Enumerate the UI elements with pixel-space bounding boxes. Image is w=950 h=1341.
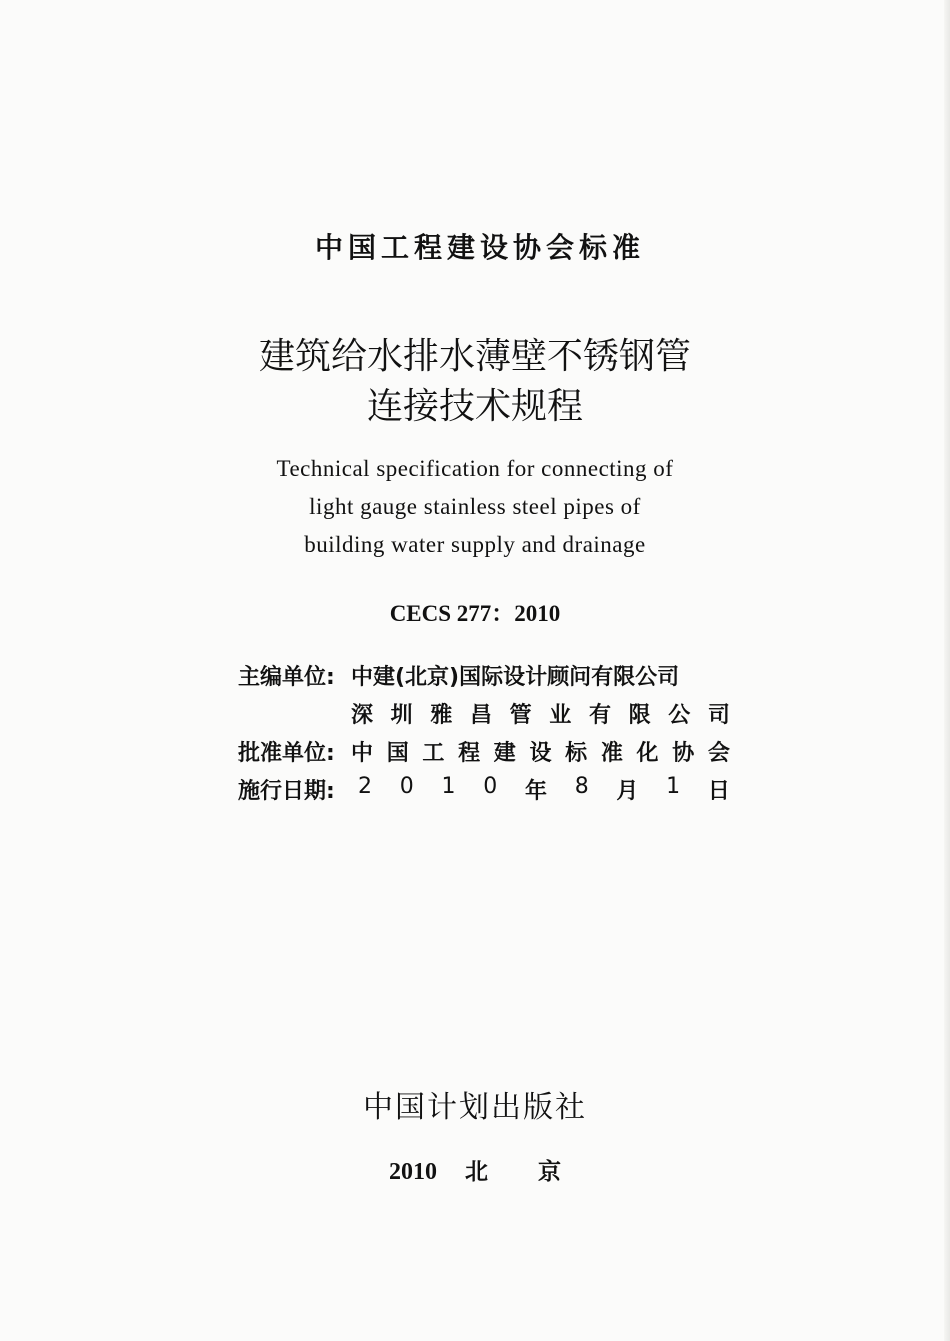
chinese-title-line-2: 连接技术规程	[366, 386, 583, 427]
approver-row	[238, 736, 730, 766]
editor-org-2-char: 业	[549, 703, 572, 728]
editor-row-1	[238, 660, 730, 690]
editor-org-2-char: 昌	[469, 703, 492, 728]
approver-char: 设	[529, 741, 552, 766]
effective-date-char: 8	[574, 774, 589, 799]
approver-char: 程	[458, 741, 481, 766]
effective-date	[358, 774, 730, 805]
editor-label: 主编单位:	[238, 665, 335, 690]
approver-char: 准	[600, 741, 623, 766]
approver-label: 批准单位:	[238, 741, 335, 766]
editor-org-2-char: 司	[707, 703, 730, 728]
effective-date-char: 1	[666, 774, 681, 799]
approver-char: 工	[422, 741, 445, 766]
english-title-line-1: Technical specification for connecting of	[276, 456, 674, 481]
association-standard-heading: 中国工程建设协会标准	[314, 231, 645, 264]
effective-date-row	[238, 774, 730, 804]
chinese-title-line-1: 建筑给水排水薄壁不锈钢管	[258, 336, 691, 377]
effective-date-char: 月	[616, 779, 639, 804]
editor-org-2-char: 雅	[430, 703, 453, 728]
publication-year: 2010	[389, 1159, 437, 1185]
editor-org-2-char: 公	[668, 703, 691, 728]
editor-org-1: 中建(北京)国际设计顾问有限公司	[351, 665, 680, 690]
english-title-line-3: building water supply and drainage	[304, 532, 646, 557]
publication-city	[465, 1159, 561, 1185]
effective-date-char: 0	[399, 774, 414, 799]
editor-row-2	[238, 698, 730, 728]
approver-char: 会	[707, 741, 730, 766]
editor-org-2	[351, 698, 730, 729]
effective-date-char: 日	[707, 779, 730, 804]
publication-place	[0, 1153, 950, 1186]
editor-org-2-char: 限	[628, 703, 651, 728]
editor-org-2-char: 管	[509, 703, 532, 728]
approver-org	[351, 736, 730, 767]
effective-date-char: 2	[358, 774, 372, 799]
effective-date-char: 年	[524, 779, 547, 804]
approver-char: 建	[493, 741, 516, 766]
effective-date-label: 施行日期:	[238, 779, 335, 804]
publication-city-char: 北	[465, 1159, 488, 1185]
editor-org-2-char: 圳	[390, 703, 413, 728]
approver-char: 中	[351, 741, 374, 766]
effective-date-char: 0	[483, 774, 498, 799]
page-edge-shadow	[944, 0, 950, 1341]
publisher-name: 中国计划出版社	[363, 1090, 587, 1125]
standard-code: CECS 277：2010	[389, 601, 561, 626]
publication-city-char: 京	[538, 1159, 561, 1185]
approver-char: 国	[386, 741, 409, 766]
editor-org-2-char: 深	[351, 703, 374, 728]
effective-date-char: 1	[441, 774, 456, 799]
english-title-line-2: light gauge stainless steel pipes of	[309, 494, 641, 519]
approver-char: 协	[672, 741, 695, 766]
approver-char: 化	[636, 741, 659, 766]
editor-org-2-char: 有	[588, 703, 611, 728]
approver-char: 标	[565, 741, 588, 766]
